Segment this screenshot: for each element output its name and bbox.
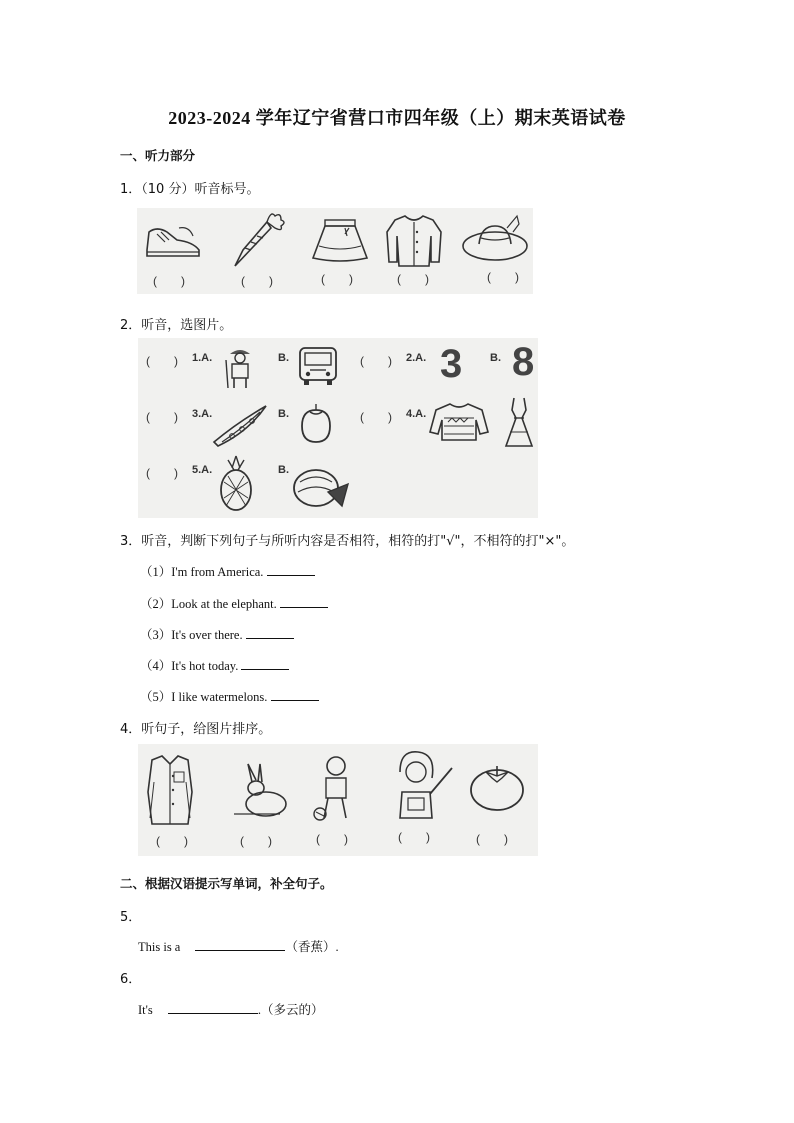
judgement-item [140,594,328,612]
page-title: 2023-2024 学年辽宁省营口市四年级（上）期末英语试卷 [168,108,626,128]
chinese-hint: （香蕉）. [285,940,339,954]
answer-paren: ( ) [398,830,430,844]
digit-eight: 8 [512,340,535,384]
answer-blank[interactable] [246,638,294,639]
answer-blank[interactable] [267,575,315,576]
answer-blank[interactable] [271,700,319,701]
option-label: B. [490,352,501,364]
sentence-prefix: This is a [138,940,181,954]
answer-blank[interactable] [241,669,289,670]
question-4-text: 4．听句子，给图片排序。 [120,722,272,737]
question-4-picture-strip [138,744,538,856]
item-number: （4） [140,659,172,673]
question-5-sentence [138,937,339,955]
judgement-item [140,562,315,580]
bus-icon [296,344,340,388]
option-label: B. [278,352,289,364]
answer-blank[interactable] [168,1013,258,1014]
sentence-prefix: It's [138,1003,153,1017]
judgement-item [140,625,294,643]
answer-paren: ( ) [146,466,178,480]
sweater-icon [428,400,490,444]
answer-paren: ( ) [397,272,429,286]
hat-icon [461,212,531,264]
shoes-icon [143,220,205,262]
question-2-text: 2．听音，选图片。 [120,318,233,333]
item-number: （5） [140,690,172,704]
carrot-icon [227,210,289,270]
answer-paren: ( ) [321,272,353,286]
answer-paren: ( ) [153,274,185,288]
pineapple-icon [216,454,256,512]
answer-paren: ( ) [156,834,188,848]
watermelon-icon [290,462,352,510]
rabbit-icon [230,762,290,820]
answer-paren: ( ) [476,832,508,846]
answer-paren: ( ) [487,270,519,284]
peapod-icon [208,402,272,448]
option-label: B. [278,408,289,420]
answer-paren: ( ) [240,834,272,848]
chinese-hint: .（多云的） [257,1003,324,1017]
answer-paren: ( ) [360,410,392,424]
option-label: 5.A. [192,464,213,476]
item-sentence: It's over there. [171,628,243,642]
item-number: （2） [140,597,172,611]
question-6-number: 6． [120,972,142,987]
answer-paren: ( ) [316,832,348,846]
item-sentence: I'm from America. [171,565,264,579]
question-1-picture-strip [137,208,533,294]
judgement-item [140,656,289,674]
item-sentence: Look at the elephant. [171,597,277,611]
item-sentence: I like watermelons. [171,690,268,704]
skirt-icon [309,218,371,266]
question-1-text: 1．（10 分）听音标号。 [120,182,260,197]
option-label: 3.A. [192,408,213,420]
question-3-text: 3．听音，判断下列句子与所听内容是否相符，相符的打"√"，不相符的打"×"。 [120,534,575,549]
option-label: 1.A. [192,352,213,364]
teacher-icon [390,748,456,824]
boy-with-ball-icon [312,754,356,828]
answer-paren: ( ) [146,354,178,368]
judgement-item [140,687,319,705]
question-2-picture-panel [138,338,538,518]
question-6-sentence [138,1000,324,1018]
item-number: （3） [140,628,172,642]
digit-three: 3 [440,342,463,386]
section-heading-listening: 一、听力部分 [120,148,196,163]
option-label: 2.A. [406,352,427,364]
option-label: B. [278,464,289,476]
dress-icon [502,396,536,450]
question-5-number: 5． [120,910,142,925]
answer-paren: ( ) [241,274,273,288]
section-heading-writing: 二、根据汉语提示写单词，补全句子。 [120,876,333,891]
farmer-icon [222,344,258,390]
answer-paren: ( ) [360,354,392,368]
option-label: 4.A. [406,408,427,420]
item-sentence: It's hot today. [171,659,239,673]
answer-blank[interactable] [195,950,285,951]
jacket-icon [383,212,445,270]
shirt-icon [144,752,196,828]
item-number: （1） [140,565,172,579]
tomato-icon [468,760,526,814]
answer-paren: ( ) [146,410,178,424]
pepper-icon [296,402,336,446]
answer-blank[interactable] [280,607,328,608]
